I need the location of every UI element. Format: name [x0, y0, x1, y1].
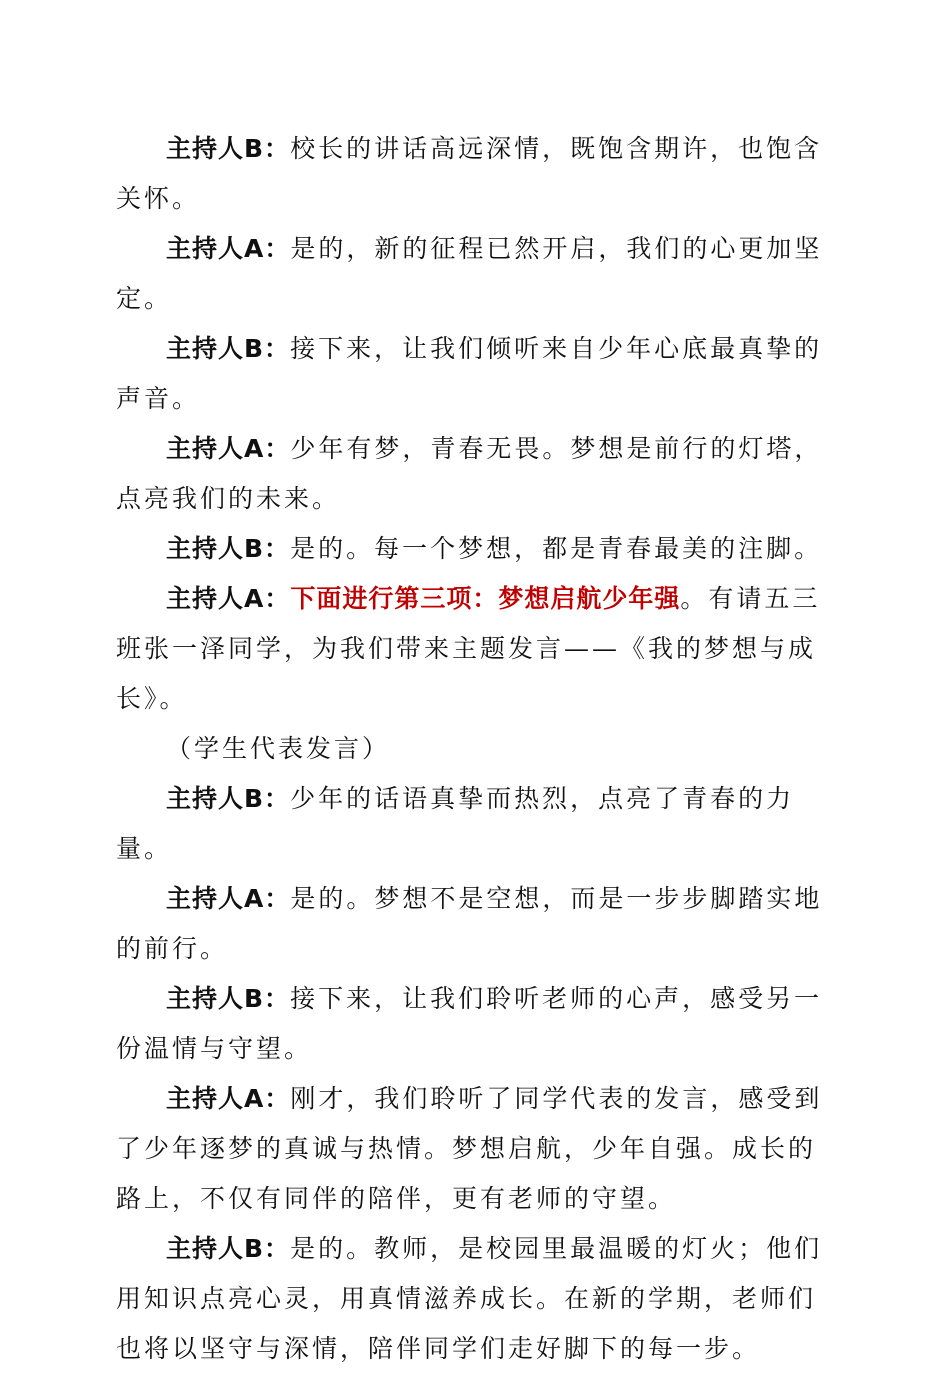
- paragraph-8: [116, 774, 828, 874]
- speaker-label: 主持人B：: [166, 784, 291, 813]
- paragraph-text: 少年有梦，青春无畏。梦想是前行的灯塔，点亮我们的未来。: [116, 434, 823, 513]
- paragraph-4: [116, 424, 828, 524]
- paragraph-text: 是的。教师，是校园里最温暖的灯火；他们用知识点亮心灵，用真情滋养成长。在新的学期，老师们也将以坚守与深情，陪伴同学们走好脚下的每一步。: [116, 1234, 823, 1363]
- script-body: [116, 124, 828, 1374]
- paragraph-text: 。有请五三班张一泽同学，为我们带来主题发言——《我的梦想与成长》。: [116, 584, 821, 713]
- paragraph-11: [116, 1074, 828, 1224]
- agenda-item-highlight: 下面进行第三项：梦想启航少年强: [290, 584, 681, 613]
- paragraph-9: [116, 874, 828, 974]
- paragraph-1: [116, 124, 828, 224]
- paragraph-text: 刚才，我们聆听了同学代表的发言，感受到了少年逐梦的真诚与热情。梦想启航，少年自强。成长的路上，不仅有同伴的陪伴，更有老师的守望。: [116, 1084, 823, 1213]
- speaker-label: 主持人B：: [166, 534, 291, 563]
- speaker-label: 主持人B：: [166, 134, 291, 163]
- speaker-label: 主持人B：: [166, 1234, 291, 1263]
- stage-direction: [116, 724, 828, 774]
- paragraph-text: 是的。梦想不是空想，而是一步步脚踏实地的前行。: [116, 884, 823, 963]
- speaker-label: 主持人A：: [166, 234, 291, 263]
- paragraph-text: 是的，新的征程已然开启，我们的心更加坚定。: [116, 234, 823, 313]
- speaker-label: 主持人A：: [166, 584, 291, 613]
- speaker-label: 主持人A：: [166, 434, 291, 463]
- paragraph-text: 少年的话语真挚而热烈，点亮了青春的力量。: [116, 784, 795, 863]
- speaker-label: 主持人B：: [166, 334, 291, 363]
- speaker-label: 主持人B：: [166, 984, 291, 1013]
- paragraph-12: [116, 1224, 828, 1374]
- stage-direction-text: （学生代表发言）: [166, 734, 391, 763]
- paragraph-text: 是的。每一个梦想，都是青春最美的注脚。: [290, 534, 823, 563]
- paragraph-2: [116, 224, 828, 324]
- paragraph-5: [116, 524, 828, 574]
- paragraph-text: 接下来，让我们倾听来自少年心底最真挚的声音。: [116, 334, 823, 413]
- paragraph-3: [116, 324, 828, 424]
- speaker-label: 主持人A：: [166, 1084, 291, 1113]
- paragraph-10: [116, 974, 828, 1074]
- speaker-label: 主持人A：: [166, 884, 291, 913]
- paragraph-text: 校长的讲话高远深情，既饱含期许，也饱含关怀。: [116, 134, 823, 213]
- paragraph-text: 接下来，让我们聆听老师的心声，感受另一份温情与守望。: [116, 984, 823, 1063]
- paragraph-6: [116, 574, 828, 724]
